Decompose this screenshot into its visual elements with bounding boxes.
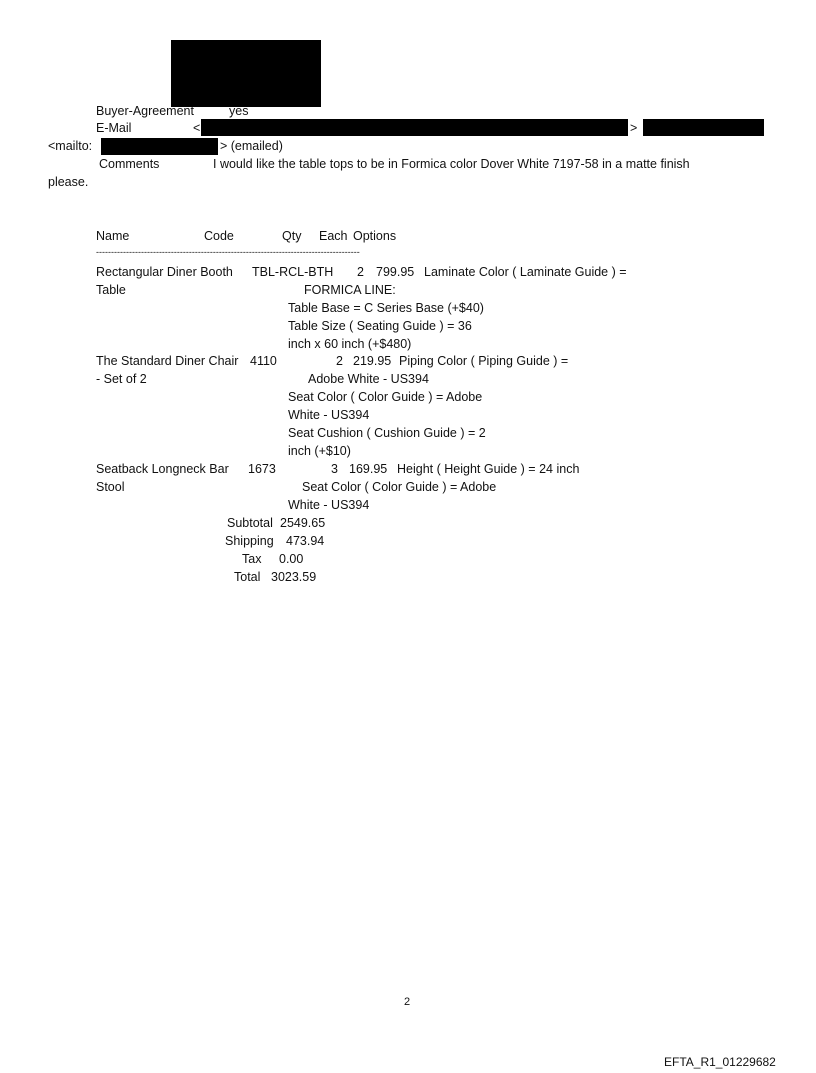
item-option: inch (+$10) [288,444,351,458]
item-option: inch x 60 inch (+$480) [288,337,412,351]
redaction-block-top [171,40,321,107]
mailto-prefix: <mailto: [48,139,93,153]
total-label: Total [234,570,261,584]
item-code: TBL-RCL-BTH [252,265,334,279]
shipping-value: 473.94 [286,534,325,548]
item-each: 219.95 [353,354,392,368]
column-header-name: Name [96,229,130,243]
item-name-line1: The Standard Diner Chair [96,354,239,368]
column-header-code: Code [204,229,234,243]
item-option: White - US394 [288,498,370,512]
tax-label: Tax [242,552,262,566]
item-option: Seat Cushion ( Cushion Guide ) = 2 [288,426,486,440]
email-close-bracket: > [630,121,638,135]
redaction-block-email-right [643,119,764,136]
redaction-block-email [201,119,628,136]
item-name-line2: - Set of 2 [96,372,147,386]
item-option: Table Size ( Seating Guide ) = 36 [288,319,472,333]
item-name-line1: Seatback Longneck Bar [96,462,229,476]
subtotal-label: Subtotal [227,516,273,530]
email-label: E-Mail [96,121,132,135]
item-name-line2: Table [96,283,126,297]
item-code: 1673 [248,462,276,476]
email-open-bracket: < [193,121,201,135]
redaction-block-mailto [101,138,218,155]
total-value: 3023.59 [271,570,317,584]
item-option: Laminate Color ( Laminate Guide ) = [424,265,627,279]
buyer-agreement-value: yes [229,104,249,118]
tax-value: 0.00 [279,552,304,566]
item-option: Seat Color ( Color Guide ) = Adobe [302,480,497,494]
item-code: 4110 [250,354,277,368]
document-id: EFTA_R1_01229682 [664,1055,776,1069]
comments-text-line2: please. [48,175,89,189]
emailed-suffix: > (emailed) [220,139,283,153]
item-option: White - US394 [288,408,370,422]
item-name-line1: Rectangular Diner Booth [96,265,233,279]
item-option: Seat Color ( Color Guide ) = Adobe [288,390,483,404]
item-option: FORMICA LINE: [304,283,396,297]
column-header-qty: Qty [282,229,302,243]
page-number: 2 [404,996,411,1008]
item-qty: 2 [357,265,364,279]
item-each: 169.95 [349,462,388,476]
column-header-each: Each [319,229,348,243]
item-option: Adobe White - US394 [308,372,429,386]
item-option: Piping Color ( Piping Guide ) = [399,354,569,368]
item-option: Height ( Height Guide ) = 24 inch [397,462,580,476]
buyer-agreement-label: Buyer-Agreement [96,104,194,118]
comments-label: Comments [99,157,160,171]
item-each: 799.95 [376,265,415,279]
header-divider: ---------------------------------------------------------------------------------------- [96,247,360,257]
subtotal-value: 2549.65 [280,516,326,530]
shipping-label: Shipping [225,534,274,548]
comments-text-line1: I would like the table tops to be in Formica color Dover White 7197-58 in a matte finish [213,157,690,171]
column-header-options: Options [353,229,397,243]
item-option: Table Base = C Series Base (+$40) [288,301,484,315]
item-name-line2: Stool [96,480,125,494]
item-qty: 2 [336,354,343,368]
item-qty: 3 [331,462,338,476]
